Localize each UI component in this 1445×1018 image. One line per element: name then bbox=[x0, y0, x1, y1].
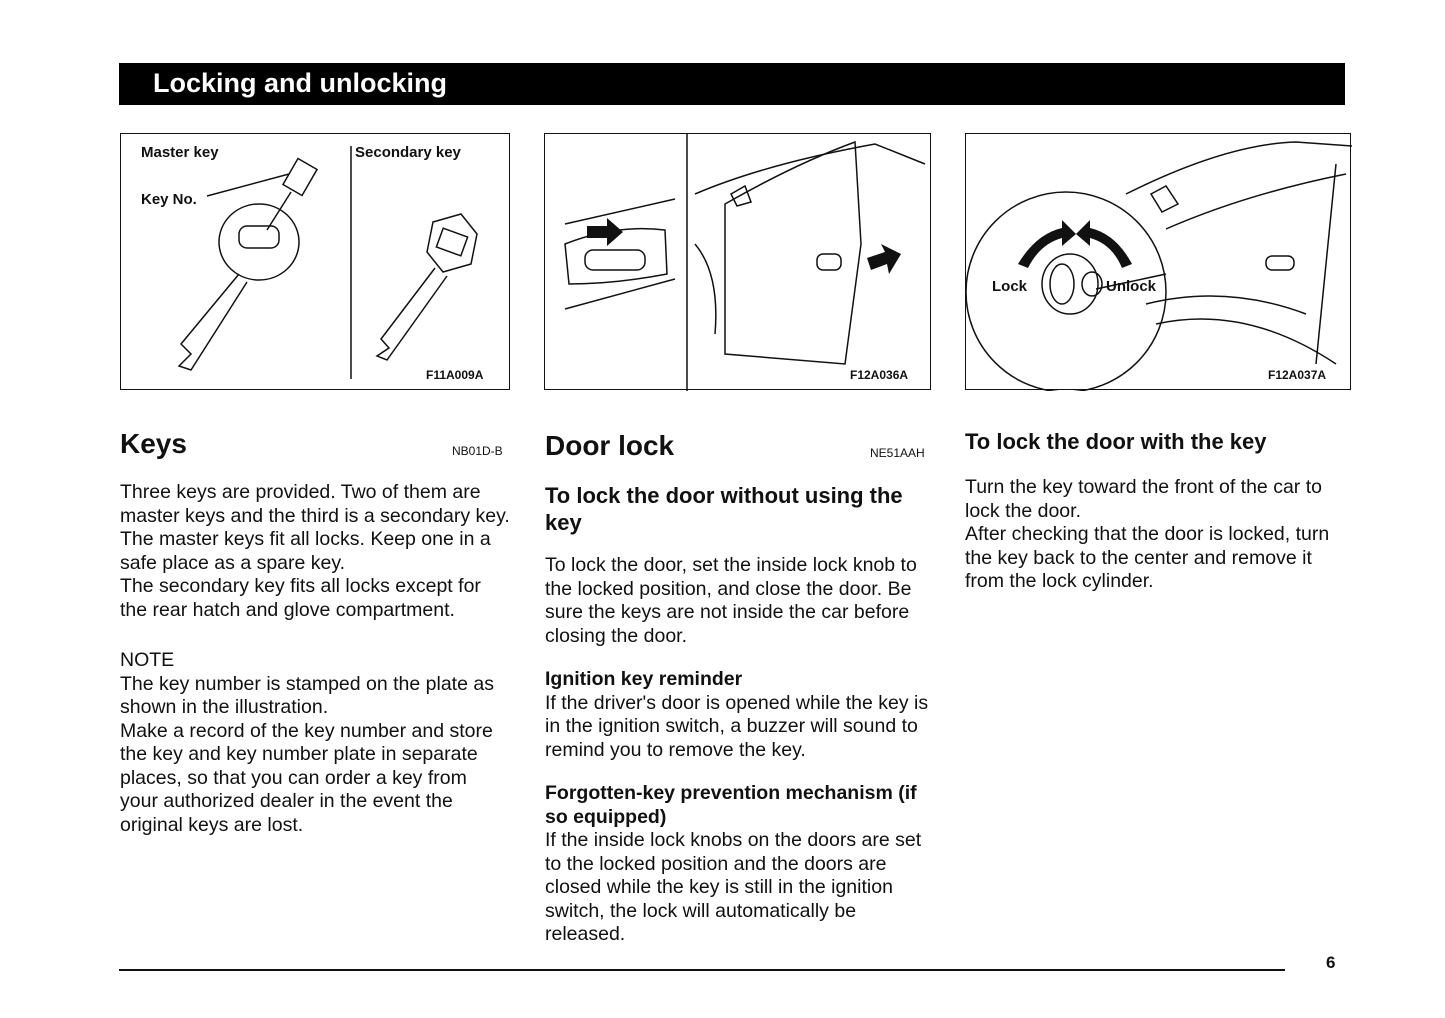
section-header-bar bbox=[119, 63, 1345, 105]
lock-label: Lock bbox=[992, 278, 1028, 295]
keys-figure bbox=[120, 133, 510, 390]
subsection-heading: Forgotten-key prevention mechanism (if so equipped) bbox=[545, 782, 917, 828]
arrow-icon bbox=[867, 244, 901, 274]
keys-body bbox=[120, 481, 510, 837]
section-title: Locking and unlocking bbox=[153, 68, 448, 98]
with-key-body bbox=[965, 428, 1351, 594]
master-key-label: Master key bbox=[141, 144, 219, 161]
with-key-paragraph: Turn the key toward the front of the car to lock the door. bbox=[965, 476, 1322, 522]
page-number: 6 bbox=[1326, 953, 1336, 972]
subsection-heading: Ignition key reminder bbox=[545, 668, 743, 690]
unlock-label: Unlock bbox=[1106, 278, 1157, 295]
keys-paragraph: Three keys are provided. Two of them are master keys and the third is a secondary key. bbox=[120, 481, 510, 527]
lock-cylinder-figure bbox=[965, 133, 1351, 390]
keys-illustration bbox=[121, 134, 511, 391]
keys-heading: Keys bbox=[120, 428, 187, 459]
subsection-text: If the inside lock knobs on the doors are set to the locked position and the doors are closed while the key is still in the ignition switch, the lock will automatically be released. bbox=[545, 829, 922, 945]
subsection-text: If the driver's door is opened while the key is in the ignition switch, a buzzer will sound to remind you to remove the key. bbox=[545, 691, 929, 761]
subsection-heading: To lock the door without using the key bbox=[545, 483, 903, 535]
arrow-left-icon bbox=[1018, 220, 1076, 268]
door-lock-section-code: NE51AAH bbox=[870, 446, 925, 460]
door-illustration bbox=[545, 134, 932, 391]
door-figure bbox=[544, 133, 931, 390]
figure-code: F11A009A bbox=[426, 368, 484, 382]
note-paragraph: The key number is stamped on the plate as shown in the illustration. bbox=[120, 672, 494, 718]
key-number-label: Key No. bbox=[141, 191, 197, 208]
note-paragraph: Make a record of the key number and store the key and key number plate in separate places, so that you can order a key from your authorized dealer in the event the original keys are lost. bbox=[120, 719, 493, 836]
figure-code: F12A037A bbox=[1268, 368, 1327, 382]
keys-paragraph: The master keys fit all locks. Keep one in a safe place as a spare key. bbox=[120, 528, 491, 574]
door-lock-heading: Door lock bbox=[545, 430, 675, 461]
door-lock-body bbox=[545, 482, 931, 947]
subsection-text: To lock the door, set the inside lock knob to the locked position, and close the door. Be sure the keys are not inside the car before closing the door. bbox=[545, 554, 917, 647]
figure-code: F12A036A bbox=[850, 368, 909, 382]
with-key-heading: To lock the door with the key bbox=[965, 429, 1267, 454]
arrow-right-icon bbox=[1076, 220, 1132, 268]
keys-paragraph: The secondary key fits all locks except for the rear hatch and glove compartment. bbox=[120, 575, 481, 621]
note-heading: NOTE bbox=[120, 649, 175, 671]
keys-section-code: NB01D-B bbox=[452, 444, 503, 458]
lock-cylinder-illustration bbox=[966, 134, 1352, 391]
arrow-icon bbox=[587, 218, 623, 246]
secondary-key-label: Secondary key bbox=[355, 144, 461, 161]
footer-rule bbox=[119, 969, 1285, 971]
with-key-paragraph: After checking that the door is locked, turn the key back to the center and remove it from the lock cylinder. bbox=[965, 523, 1330, 592]
